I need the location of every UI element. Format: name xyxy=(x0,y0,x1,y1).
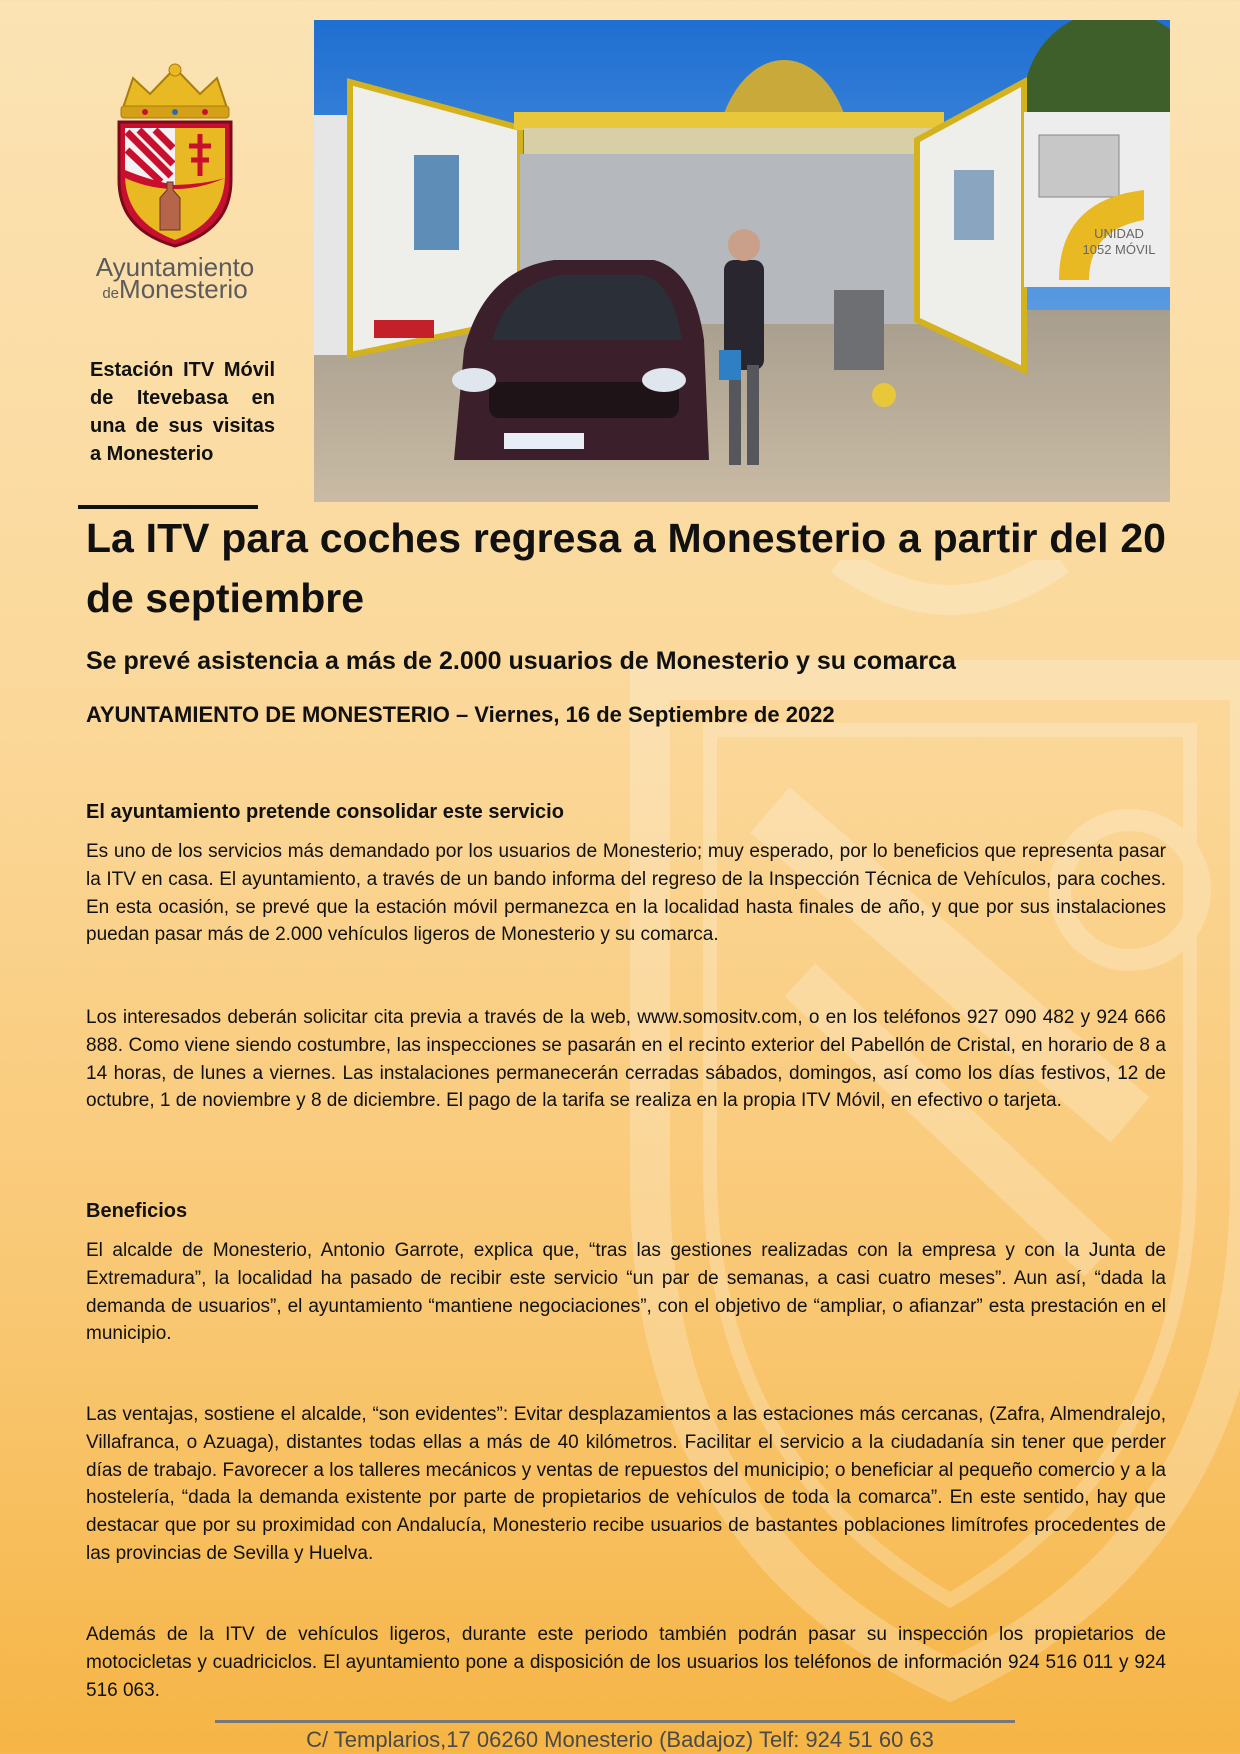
trailer-label-line2: 1052 MÓVIL xyxy=(1082,242,1156,257)
trailer-label-line1: UNIDAD xyxy=(1094,226,1144,241)
article-headline: La ITV para coches regresa a Monesterio a partir del 20 de septiembre xyxy=(86,515,1166,621)
paragraph-5: Además de la ITV de vehículos ligeros, durante este periodo también podrán pasar su inspección los propietarios de motocicletas y cuadriciclos. El ayuntamiento pone a disposición de los usuarios los teléfonos de información 924 516 011 y 924 516 063. xyxy=(86,1624,1166,1701)
paragraph-2: Los interesados deberán solicitar cita previa a través de la web, www.somositv.com, o en los teléfonos 927 090 482 y 924 666 888. Como viene siendo costumbre, las inspecciones se pasarán en el recinto exterior del Pabellón de Cristal, en horario de 8 a 14 horas, de lunes a viernes. Las instalaciones permanecerán cerradas sábados, domingos, así como los días festivos, 12 de octubre, 1 de noviembre y 8 de diciembre. El pago de la tarifa se realiza en la propia ITV Móvil, en efectivo o tarjeta. xyxy=(86,1007,1166,1112)
footer-divider xyxy=(215,1720,1015,1723)
paragraph-1: Es uno de los servicios más demandado por los usuarios de Monesterio; muy esperado, por lo beneficios que representa pasar la ITV en casa. El ayuntamiento, a través de un bando informa del regreso de la Inspección Técnica de Vehículos, para coches. En esta ocasión, se prevé que la estación móvil permanezca en la localidad hasta finales de año, y que por sus instalaciones puedan pasar más de 2.000 vehículos ligeros de Monesterio y su comarca. xyxy=(86,841,1166,946)
article-dateline: AYUNTAMIENTO DE MONESTERIO – Viernes, 16 de Septiembre de 2022 xyxy=(86,702,835,727)
article-subheadline: Se prevé asistencia a más de 2.000 usuarios de Monesterio y su comarca xyxy=(86,647,956,675)
section-heading-consolidar: El ayuntamiento pretende consolidar este servicio xyxy=(86,801,564,823)
section-heading-beneficios: Beneficios xyxy=(86,1200,188,1222)
logo-name-prefix: de xyxy=(102,285,120,302)
itv-station-photo xyxy=(314,20,1170,502)
municipal-logo xyxy=(90,60,260,305)
footer-address: C/ Templarios,17 06260 Monesterio (Badajoz) Telf: 924 51 60 63 xyxy=(306,1727,934,1752)
paragraph-4: Las ventajas, sostiene el alcalde, “son evidentes”: Evitar desplazamientos a las estaciones más cercanas, (Zafra, Almendralejo, Villafranca, o Azuaga), distantes todas ellas a más de 40 kilómetros. Facilitar el servicio a la ciudadanía sin tener que perder días de trabajo. Favorecer a los talleres mecánicos y ventas de repuestos del municipio; o beneficiar al pequeño comercio y a la hostelería, “dada la demanda existente por parte de propietarios de vehículos de toda la comarca”. En este sentido, hay que destacar que por su proximidad con Andalucía, Monesterio recibe usuarios de bastantes poblaciones limítrofes procedentes de las provincias de Sevilla y Huelva. xyxy=(86,1404,1166,1564)
logo-name-line2: Monesterio xyxy=(119,274,248,304)
coat-of-arms-icon xyxy=(105,60,245,250)
paragraph-3: El alcalde de Monesterio, Antonio Garrote, explica que, “tras las gestiones realizadas con la empresa y con la Junta de Extremadura”, la localidad ha pasado de recibir este servicio “un par de semanas, a casi cuatro meses”. Aun así, “dada la demanda de usuarios”, el ayuntamiento “mantiene negociaciones”, con el objetivo de “ampliar, o afianzar” esta prestación en el municipio. xyxy=(86,1240,1166,1345)
logo-name-line1: Ayuntamiento xyxy=(95,252,255,282)
photo-caption: Estación ITV Móvil de Itevebasa en una de sus visitas a Monesterio xyxy=(90,359,275,465)
